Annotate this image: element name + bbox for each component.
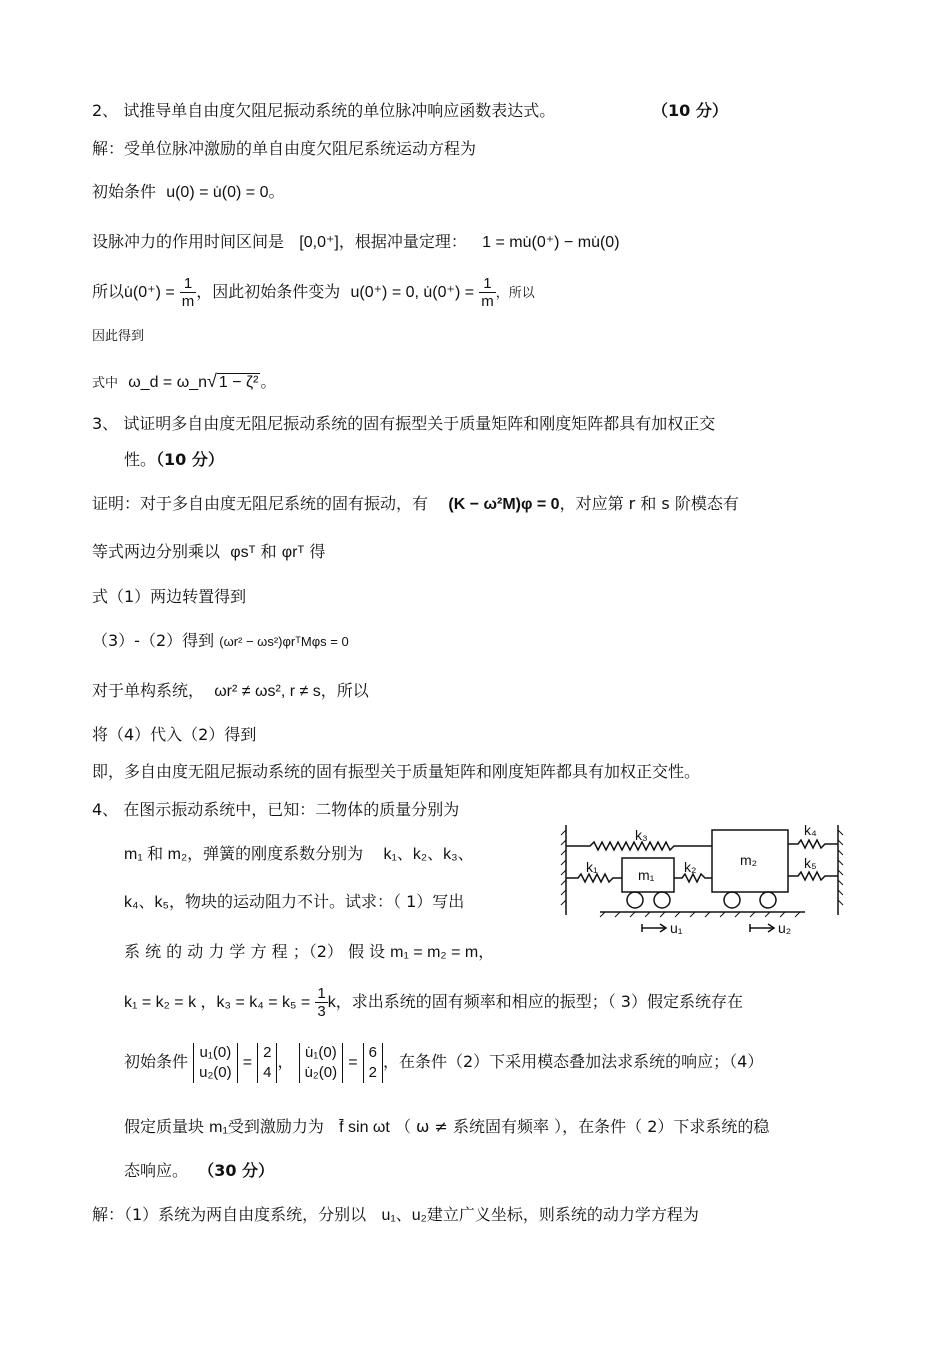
q4-line8: 态响应。 （30 分）: [124, 1161, 275, 1180]
spring-k1: [566, 874, 622, 882]
label-k1: k₁: [586, 859, 598, 875]
q4-line7: 假定质量块 m₁受到激励力为 f̄ sin ωt （ ω ≠ 系统固有频率 ），在条件（ 2）下求系统的稳: [124, 1117, 770, 1136]
spring-k3: [566, 842, 712, 850]
q2-fraction-2: $\frac{1}{m}$: [481, 275, 494, 310]
label-m1: m₁: [638, 867, 655, 883]
q4-line4: 系 统 的 动 力 学 方 程 ；（2） 假 设 m₁ = m₂ = m，: [124, 942, 495, 961]
q3-conclusion: 即，多自由度无阻尼振动系统的固有振型关于质量矩阵和刚度矩阵都具有加权正交性。: [92, 762, 701, 781]
q2-impulse-line: 设脉冲力的作用时间区间是 [0,0⁺]，根据冲量定理： 1 = mu̇(0⁺) − mu̇(0): [92, 232, 620, 251]
q4-title: 4、 在图示振动系统中，已知：二物体的质量分别为: [92, 800, 460, 819]
q2-so-line: 所以u̇(0⁺) = $\frac{1}{m}$ ，因此初始条件变为 u(0⁺) = 0, u̇(0⁺) = $\frac{1}{m}$ ，所以: [92, 275, 535, 310]
wheel-m1-left: [627, 892, 643, 908]
q4-line3: k₄、k₅，物块的运动阻力不计。试求：（ 1）写出: [124, 892, 465, 911]
q4-line5: k₁ = k₂ = k ，k₃ = k₄ = k₅ = $\frac{1}{3}$ k，求出系统的固有频率和相应的振型；（ 3）假定系统存在: [124, 985, 743, 1020]
q4-line2: m₁ 和 m₂，弹簧的刚度系数分别为 k₁、k₂、k₃、: [124, 844, 474, 863]
spring-k4: [788, 840, 838, 848]
q4-fraction: $\frac{1}{3}$: [317, 985, 326, 1020]
wheel-m2-right: [760, 892, 776, 908]
spring-k5: [788, 872, 838, 880]
q2-fraction-1: $\frac{1}{m}$: [181, 275, 195, 310]
q2-title: 2、 试推导单自由度欠阻尼振动系统的单位脉冲响应函数表达式。: [92, 101, 556, 120]
wheel-m2-left: [724, 892, 740, 908]
vector-u0: u₁(0) u₂(0): [193, 1043, 238, 1083]
q2-initial-conditions: 初始条件 u(0) = u̇(0) = 0。: [92, 182, 285, 201]
q2-therefore: 因此得到: [92, 329, 145, 344]
q4-solution: 解：（1）系统为两自由度系统，分别以 u₁、u₂建立广义坐标，则系统的动力学方程为: [92, 1205, 699, 1224]
label-m2: m₂: [740, 852, 758, 868]
label-u1: u₁: [670, 920, 683, 936]
label-k5: k₅: [804, 855, 817, 871]
label-k2: k₂: [684, 859, 697, 875]
q3-single-line: 对于单构系统， ωr² ≠ ωs², r ≠ s，所以: [92, 681, 369, 700]
q4-line6: 初始条件 u₁(0) u₂(0) = 2 4 ， u̇₁(0) u̇₂(0) = 6 2 ，在条件（2）下采用模态叠加法求系统的响应；（4）: [124, 1043, 764, 1081]
q3-transpose: 式（1）两边转置得到: [92, 587, 247, 606]
q3-title-line1: 3、 试证明多自由度无阻尼振动系统的固有振型关于质量矩阵和刚度矩阵都具有加权正交: [92, 414, 716, 433]
label-k4: k₄: [804, 822, 817, 838]
q2-solution-intro: 解：受单位脉冲激励的单自由度欠阻尼系统运动方程为: [92, 139, 477, 158]
vector-du0: u̇₁(0) u̇₂(0): [299, 1043, 344, 1083]
vector-2-4: 2 4: [257, 1043, 277, 1083]
q3-multiply-line: 等式两边分别乘以 φsᵀ 和 φrᵀ 得: [92, 542, 326, 561]
label-k3: k₃: [635, 827, 648, 843]
q3-title-line2: 性。（10 分）: [124, 450, 224, 469]
q3-proof-start: 证明：对于多自由度无阻尼系统的固有振动，有 (K − ω²M)φ = 0，对应第 r 和 s 阶模态有: [92, 494, 739, 513]
wheel-m1-right: [654, 892, 670, 908]
spring-k2: [674, 874, 712, 882]
q3-subtract-line: （3）-（2）得到 (ωr² − ωs²)φrᵀMφs = 0: [92, 631, 349, 650]
q2-where-line: 式中 ω_d = ω_n√ 1 − ζ² 。: [92, 371, 277, 391]
vector-6-2: 6 2: [363, 1043, 383, 1083]
label-u2: u₂: [778, 920, 792, 936]
spring-mass-diagram: [560, 820, 850, 945]
q2-score: （10 分）: [652, 101, 728, 120]
q3-substitute: 将（4）代入（2）得到: [92, 725, 257, 744]
